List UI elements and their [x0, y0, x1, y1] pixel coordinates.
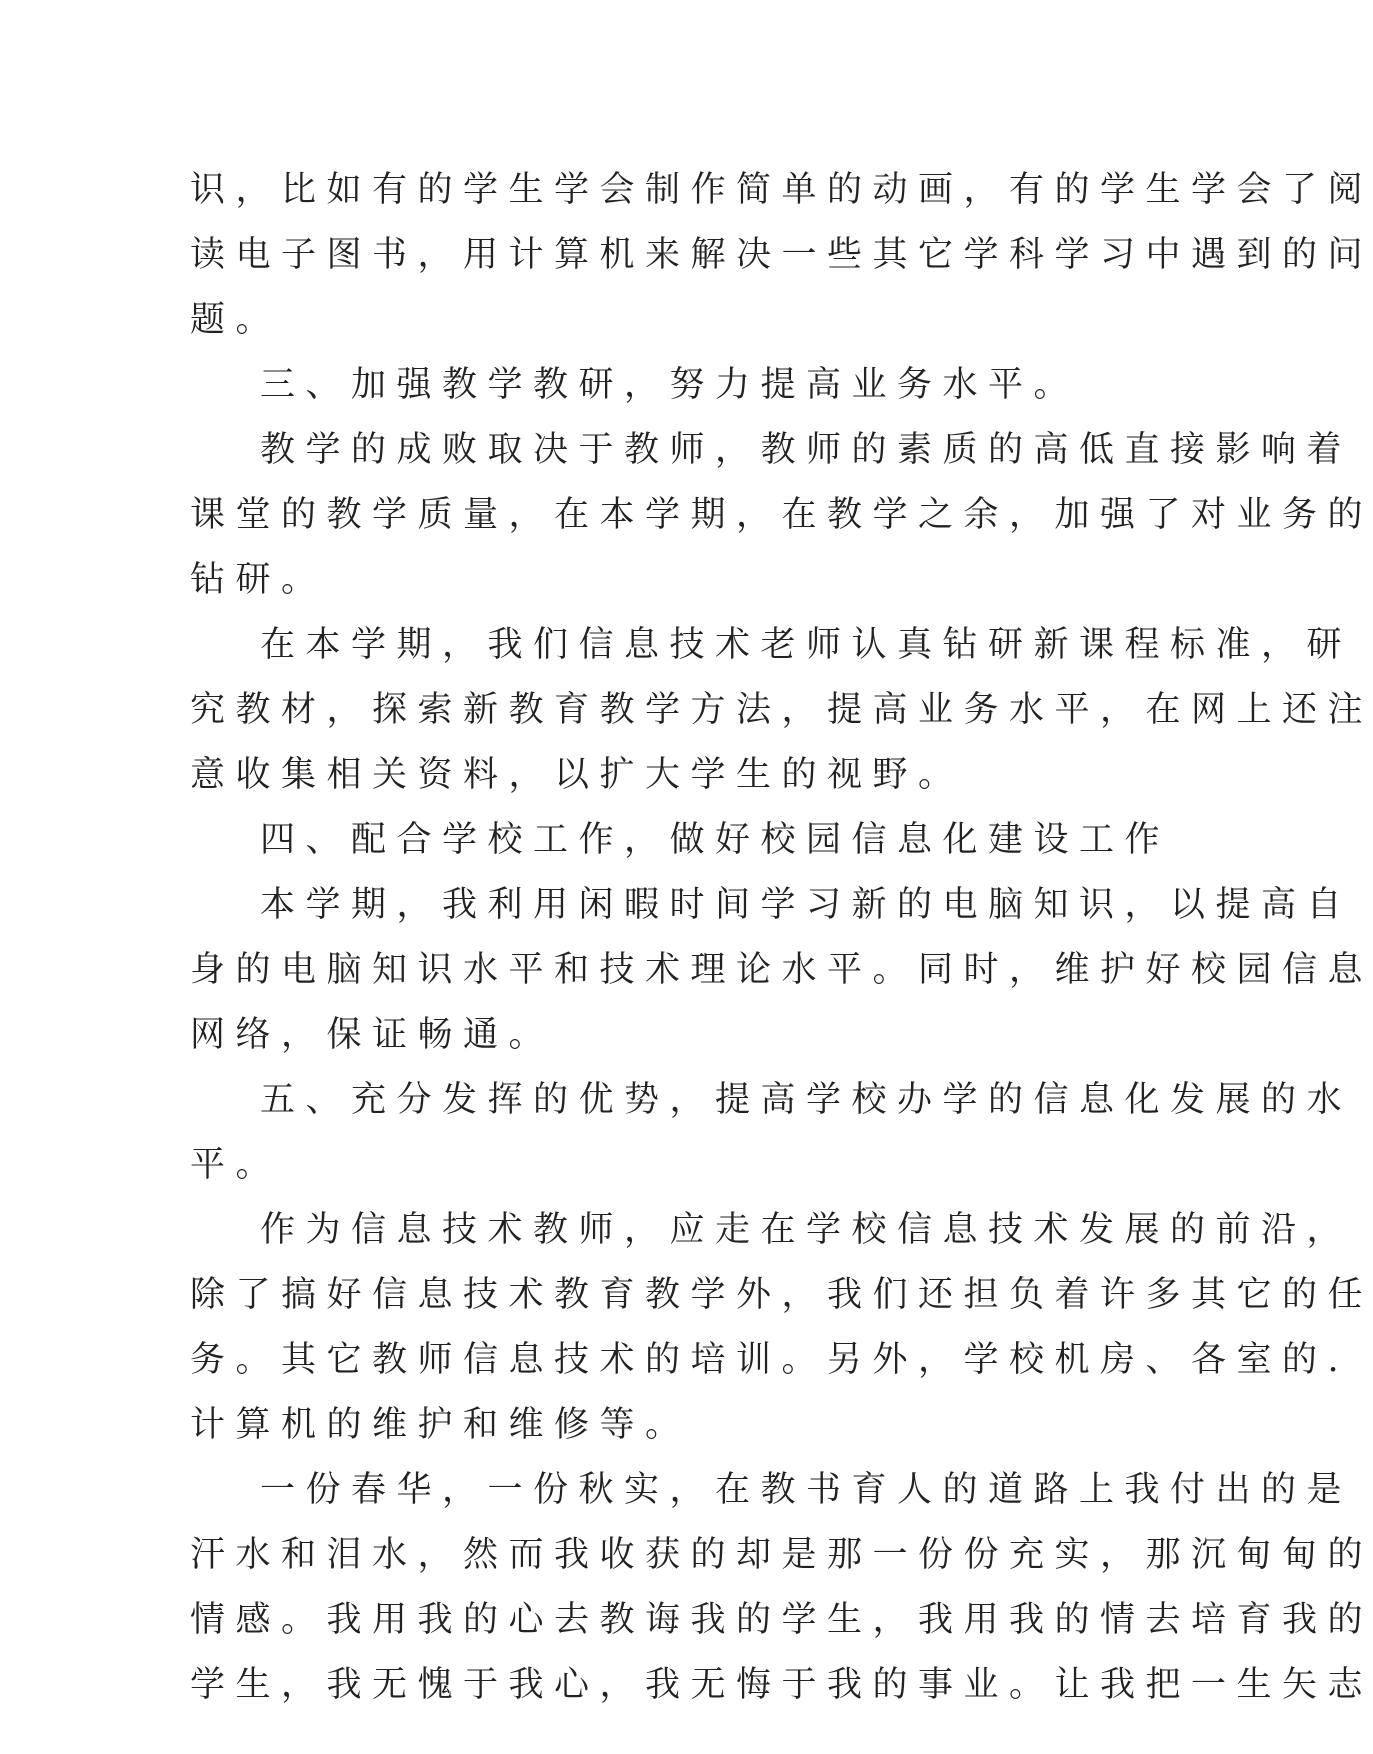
document-body [190, 158, 1373, 1718]
text-line: 学生，我无愧于我心，我无悔于我的事业。让我把一生矢志 [190, 1665, 1373, 1705]
text-line: 本学期，我利用闲暇时间学习新的电脑知识，以提高自 [260, 885, 1353, 925]
text-line: 平。 [190, 1145, 282, 1185]
text-line: 务。其它教师信息技术的培训。另外，学校机房、各室的. [190, 1340, 1350, 1380]
text-line: 钻研。 [190, 560, 327, 600]
section-heading: 四、配合学校工作，做好校园信息化建设工作 [260, 820, 1171, 860]
text-line: 题。 [190, 300, 282, 340]
text-line: 一份春华，一份秋实，在教书育人的道路上我付出的是 [260, 1470, 1353, 1510]
text-line: 身的电脑知识水平和技术理论水平。同时，维护好校园信息 [190, 950, 1373, 990]
text-line: 教学的成败取决于教师，教师的素质的高低直接影响着 [260, 430, 1353, 470]
text-line: 除了搞好信息技术教育教学外，我们还担负着许多其它的任 [190, 1275, 1373, 1315]
text-line: 计算机的维护和维修等。 [190, 1405, 691, 1445]
text-line: 究教材，探索新教育教学方法，提高业务水平，在网上还注 [190, 690, 1373, 730]
text-line: 意收集相关资料，以扩大学生的视野。 [190, 755, 964, 795]
text-line: 识，比如有的学生学会制作简单的动画，有的学生学会了阅 [190, 170, 1373, 210]
text-line: 课堂的教学质量，在本学期，在教学之余，加强了对业务的 [190, 495, 1373, 535]
text-line: 读电子图书，用计算机来解决一些其它学科学习中遇到的问 [190, 235, 1373, 275]
section-heading: 五、充分发挥的优势，提高学校办学的信息化发展的水 [260, 1080, 1353, 1120]
text-line: 情感。我用我的心去教诲我的学生，我用我的情去培育我的 [190, 1600, 1373, 1640]
text-line: 汗水和泪水，然而我收获的却是那一份份充实，那沉甸甸的 [190, 1535, 1373, 1575]
section-heading: 三、加强教学教研，努力提高业务水平。 [260, 365, 1080, 405]
text-line: 作为信息技术教师，应走在学校信息技术发展的前沿， [260, 1210, 1353, 1250]
text-line: 在本学期，我们信息技术老师认真钻研新课程标准，研 [260, 625, 1353, 665]
text-line: 网络，保证畅通。 [190, 1015, 555, 1055]
